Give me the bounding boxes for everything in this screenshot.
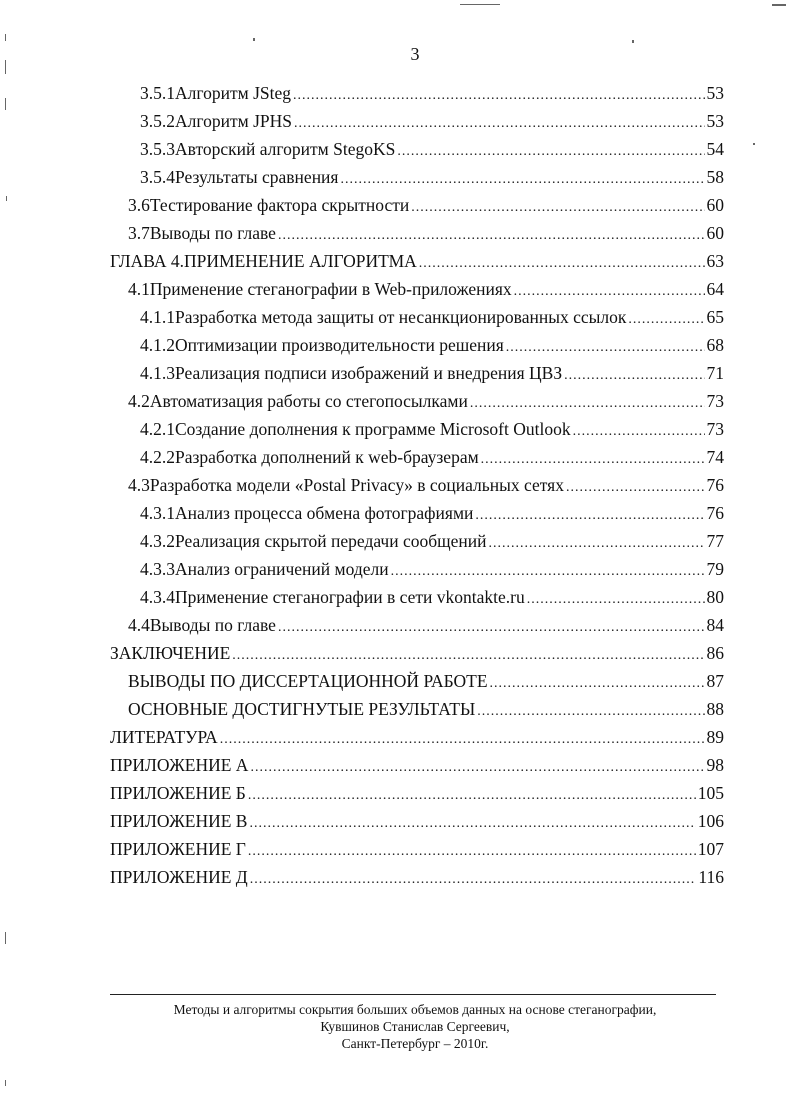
toc-number: 4.2 [128, 391, 150, 411]
toc-title: Реализация подписи изображений и внедрения ЦВЗ [175, 363, 563, 383]
toc-entry-4-3-2[interactable] [140, 527, 724, 555]
toc-title: Тестирование фактора скрытности [149, 195, 410, 215]
toc-title: ПРИЛОЖЕНИЕ Д [110, 867, 248, 887]
toc-title: ПРИЛОЖЕНИЕ А [110, 755, 249, 775]
toc-title: Разработка дополнений к web-браузерам [175, 447, 479, 467]
toc-number: 4.1.1 [140, 307, 175, 327]
toc-title: Разработка метода защиты от несанкционированных ссылок [175, 307, 627, 327]
toc-number: 3.5.4 [140, 167, 175, 187]
toc-leader [293, 82, 705, 110]
toc-entry-4-2-2[interactable] [140, 443, 724, 471]
scan-artifact [5, 60, 6, 74]
toc-entry-chapter-4[interactable] [110, 247, 724, 275]
toc-entry-4-2[interactable] [128, 387, 724, 415]
scan-artifact [253, 38, 255, 41]
toc-title: ОСНОВНЫЕ ДОСТИГНУТЫЕ РЕЗУЛЬТАТЫ [128, 699, 476, 719]
toc-page: 64 [706, 279, 724, 299]
toc-entry-literature[interactable] [110, 723, 724, 751]
toc-entry-4-3-3[interactable] [140, 555, 724, 583]
toc-page: 84 [706, 615, 724, 635]
scan-artifact [5, 98, 6, 110]
toc-title: ЛИТЕРАТУРА [110, 727, 218, 747]
scan-artifact [5, 932, 6, 944]
toc-entry-3-5-4[interactable] [140, 163, 724, 191]
toc-title: Алгоритм JPHS [175, 111, 292, 131]
toc-page: 88 [706, 699, 724, 719]
toc-leader [481, 446, 705, 474]
toc-entry-appendix-b[interactable] [110, 779, 724, 807]
toc-leader [278, 222, 705, 250]
toc-leader [477, 698, 704, 726]
toc-title: Применение стеганографии в сети vkontakte.ru [175, 587, 525, 607]
toc-number: 4.2.1 [140, 419, 175, 439]
toc-number: 4.3.1 [140, 503, 175, 523]
toc-title: Анализ ограничений модели [175, 559, 389, 579]
toc-page: 106 [697, 811, 724, 831]
scan-artifact [5, 34, 6, 41]
toc-page: 107 [697, 839, 724, 859]
toc-entry-4-1[interactable] [128, 275, 724, 303]
toc-entry-conclusion[interactable] [110, 639, 724, 667]
toc-page: 80 [706, 587, 724, 607]
toc-title: ГЛАВА 4.ПРИМЕНЕНИЕ АЛГОРИТМА [110, 251, 417, 271]
footer-line-title: Методы и алгоритмы сокрытия больших объемов данных на основе стеганографии, [173, 1002, 657, 1017]
toc-number: 4.1 [128, 279, 150, 299]
toc-number: 4.1.3 [140, 363, 175, 383]
toc-title: Применение стеганографии в Web-приложениях [149, 279, 512, 299]
scan-artifact [5, 1080, 6, 1086]
toc-title: Авторский алгоритм StegoKS [175, 139, 396, 159]
toc-leader [340, 166, 704, 194]
scan-artifact [460, 4, 500, 5]
footer-line-author: Кувшинов Станислав Сергеевич, [320, 1019, 510, 1034]
toc-title: ПРИЛОЖЕНИЕ Б [110, 783, 246, 803]
toc-title: Результаты сравнения [175, 167, 339, 187]
toc-leader [248, 838, 696, 866]
toc-title: Реализация скрытой передачи сообщений [175, 531, 487, 551]
toc-page: 53 [706, 111, 724, 131]
toc-entry-4-3[interactable] [128, 471, 724, 499]
toc-leader [506, 334, 705, 362]
toc-leader [564, 362, 704, 390]
toc-number: 3.7 [128, 223, 150, 243]
toc-leader [250, 754, 704, 782]
toc-entry-4-4[interactable] [128, 611, 724, 639]
toc-number: 4.3.2 [140, 531, 175, 551]
toc-page: 74 [706, 447, 724, 467]
toc-entry-3-6[interactable] [128, 191, 724, 219]
toc-leader [250, 866, 697, 894]
toc-entry-3-5-2[interactable] [140, 107, 724, 135]
toc-page: 53 [706, 83, 724, 103]
toc-leader [628, 306, 704, 334]
toc-entry-3-5-1[interactable] [140, 79, 724, 107]
toc-leader [294, 110, 705, 138]
toc-page: 77 [706, 531, 724, 551]
toc-page: 71 [706, 363, 724, 383]
toc-page: 65 [706, 307, 724, 327]
toc-leader [249, 810, 695, 838]
toc-page: 73 [706, 391, 724, 411]
toc-entry-3-7[interactable] [128, 219, 724, 247]
toc-number: 4.1.2 [140, 335, 175, 355]
toc-page: 68 [706, 335, 724, 355]
toc-entry-appendix-a[interactable] [110, 751, 724, 779]
toc-entry-appendix-d[interactable] [110, 863, 724, 891]
toc-page: 89 [706, 727, 724, 747]
scan-artifact [753, 143, 755, 145]
toc-leader [419, 250, 705, 278]
toc-title: ПРИЛОЖЕНИЕ Г [110, 839, 246, 859]
footer-divider [110, 994, 716, 995]
scan-artifact [632, 40, 634, 43]
toc-page: 73 [706, 419, 724, 439]
toc-page: 63 [706, 251, 724, 271]
toc-title: Анализ процесса обмена фотографиями [175, 503, 474, 523]
toc-leader [411, 194, 704, 222]
toc-leader [566, 474, 705, 502]
toc-title: Алгоритм JSteg [175, 83, 291, 103]
toc-number: 3.5.1 [140, 83, 175, 103]
toc-page: 87 [706, 671, 724, 691]
toc-entry-4-1-2[interactable] [140, 331, 724, 359]
toc-title: ВЫВОДЫ ПО ДИССЕРТАЦИОННОЙ РАБОТЕ [128, 671, 488, 691]
toc-leader [220, 726, 705, 754]
toc-entry-4-3-1[interactable] [140, 499, 724, 527]
footer-line-place-year: Санкт-Петербург – 2010г. [341, 1036, 489, 1051]
toc-leader [397, 138, 704, 166]
toc-page: 60 [706, 223, 724, 243]
toc-number: 3.6 [128, 195, 150, 215]
toc-title: Создание дополнения к программе Microsoft Outlook [175, 419, 571, 439]
toc-page: 79 [706, 559, 724, 579]
toc-title: Автоматизация работы со стегопосылками [149, 391, 468, 411]
toc-number: 4.3.4 [140, 587, 175, 607]
toc-page: 105 [697, 783, 724, 803]
toc-page: 58 [706, 167, 724, 187]
toc-entry-3-5-3[interactable] [140, 135, 724, 163]
toc-entry-dissertation-conclusions[interactable] [128, 667, 724, 695]
toc-number: 4.4 [128, 615, 150, 635]
toc-page: 116 [698, 867, 724, 887]
toc-title: Оптимизации производительности решения [175, 335, 504, 355]
toc-leader [488, 530, 704, 558]
toc-page: 76 [706, 503, 724, 523]
toc-leader [573, 418, 705, 446]
toc-leader [278, 614, 705, 642]
toc-title: ПРИЛОЖЕНИЕ В [110, 811, 248, 831]
page-number: 3 [410, 44, 420, 64]
toc-page: 98 [706, 755, 724, 775]
toc-number: 3.5.2 [140, 111, 175, 131]
toc-entry-appendix-g[interactable] [110, 835, 724, 863]
toc-leader [514, 278, 705, 306]
toc-entry-4-3-4[interactable] [140, 583, 724, 611]
toc-page: 86 [706, 643, 724, 663]
toc-page: 76 [706, 475, 724, 495]
toc-entry-4-2-1[interactable] [140, 415, 724, 443]
toc-entry-main-results[interactable] [128, 695, 724, 723]
toc-leader [490, 670, 705, 698]
toc-number: 3.5.3 [140, 139, 175, 159]
scan-artifact [772, 4, 786, 6]
scan-artifact [6, 196, 7, 201]
toc-leader [248, 782, 696, 810]
toc-page: 60 [706, 195, 724, 215]
toc-leader [470, 390, 705, 418]
toc-title: Выводы по главе [149, 615, 276, 635]
toc-leader [475, 502, 704, 530]
toc-leader [232, 642, 704, 670]
footer [0, 1001, 799, 1052]
toc-title: ЗАКЛЮЧЕНИЕ [110, 643, 231, 663]
toc-number: 4.2.2 [140, 447, 175, 467]
toc-number: 4.3 [128, 475, 150, 495]
toc-entry-4-1-3[interactable] [140, 359, 724, 387]
toc-leader [391, 558, 705, 586]
toc-number: 4.3.3 [140, 559, 175, 579]
toc-title: Разработка модели «Postal Privacy» в социальных сетях [149, 475, 564, 495]
toc-title: Выводы по главе [149, 223, 276, 243]
toc-leader [527, 586, 705, 614]
toc-page: 54 [706, 139, 724, 159]
toc-entry-4-1-1[interactable] [140, 303, 724, 331]
toc-entry-appendix-v[interactable] [110, 807, 724, 835]
